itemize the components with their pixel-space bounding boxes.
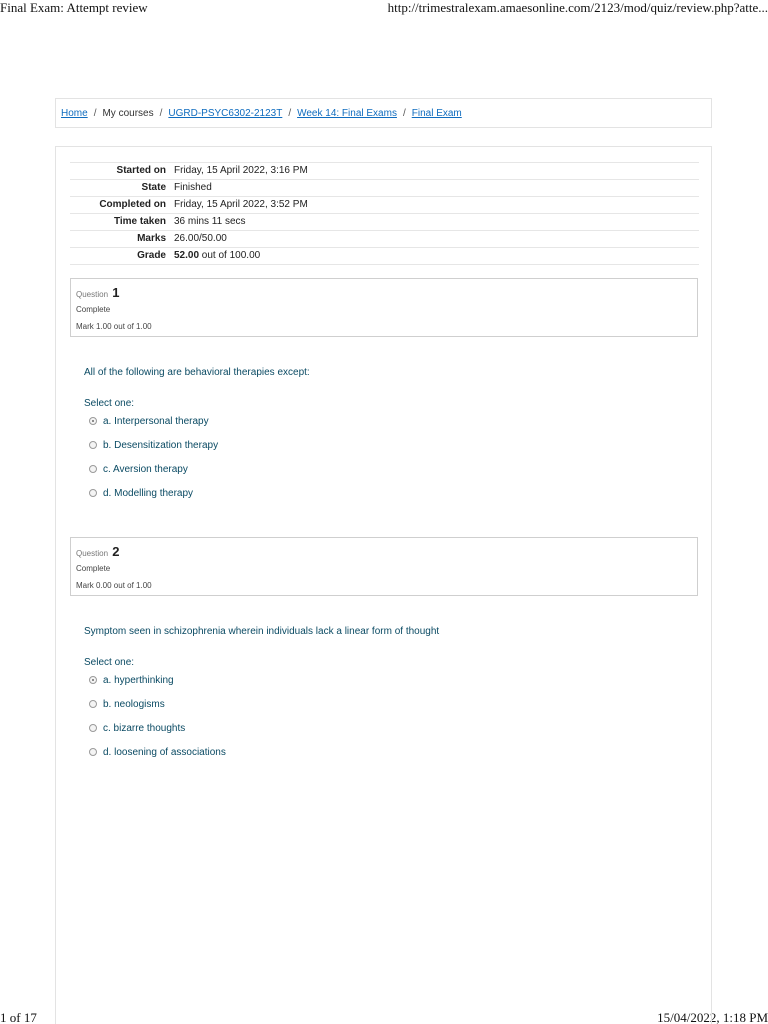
question-1-answer-c[interactable]	[89, 462, 188, 476]
answer-label: b. Desensitization therapy	[103, 439, 219, 451]
summary-value	[174, 248, 699, 265]
breadcrumb-separator: /	[93, 107, 97, 119]
question-2-answer-a[interactable]	[89, 673, 174, 687]
question-1-select-label: Select one:	[84, 398, 135, 409]
summary-row-started	[70, 163, 699, 180]
question-prefix: Question	[76, 290, 109, 299]
radio-icon[interactable]	[89, 724, 97, 732]
question-mark: Mark 1.00 out of 1.00	[76, 322, 152, 331]
answer-label: b. neologisms	[103, 698, 165, 710]
breadcrumb-my-courses: My courses	[102, 107, 154, 119]
summary-value: 36 mins 11 secs	[174, 214, 699, 231]
breadcrumb-separator: /	[402, 107, 406, 119]
radio-icon[interactable]	[89, 748, 97, 756]
question-1-answer-d[interactable]	[89, 486, 193, 500]
breadcrumb-separator: /	[288, 107, 292, 119]
breadcrumb-course[interactable]: UGRD-PSYC6302-2123T	[168, 107, 283, 119]
breadcrumb-week[interactable]: Week 14: Final Exams	[297, 107, 397, 119]
summary-value: Friday, 15 April 2022, 3:52 PM	[174, 197, 699, 214]
question-number: 1	[112, 285, 120, 300]
summary-row-grade	[70, 248, 699, 265]
answer-label: d. Modelling therapy	[103, 487, 194, 499]
summary-value: Friday, 15 April 2022, 3:16 PM	[174, 163, 699, 180]
answer-label: d. loosening of associations	[103, 746, 226, 758]
summary-label: Grade	[70, 248, 174, 265]
summary-row-time-taken	[70, 214, 699, 231]
question-prefix: Question	[76, 549, 109, 558]
summary-value: Finished	[174, 180, 699, 197]
radio-selected-icon[interactable]	[89, 417, 97, 425]
attempt-summary-table	[70, 162, 699, 265]
radio-icon[interactable]	[89, 441, 97, 449]
radio-icon[interactable]	[89, 489, 97, 497]
breadcrumb-separator: /	[159, 107, 163, 119]
radio-icon[interactable]	[89, 700, 97, 708]
question-2-text: Symptom seen in schizophrenia wherein individuals lack a linear form of thought	[84, 626, 440, 637]
print-footer-datetime: 15/04/2022, 1:18 PM	[657, 1010, 768, 1024]
question-number-line	[76, 285, 120, 300]
question-2-answer-d[interactable]	[89, 745, 226, 759]
summary-row-state	[70, 180, 699, 197]
question-2-answer-b[interactable]	[89, 697, 165, 711]
question-1-answer-a[interactable]	[89, 414, 209, 428]
breadcrumb-home[interactable]: Home	[61, 107, 88, 119]
summary-row-completed	[70, 197, 699, 214]
question-state: Complete	[76, 564, 111, 573]
radio-icon[interactable]	[89, 465, 97, 473]
summary-row-marks	[70, 231, 699, 248]
main-content	[55, 146, 712, 1024]
summary-label: State	[70, 180, 174, 197]
summary-value: 26.00/50.00	[174, 231, 699, 248]
question-1-text: All of the following are behavioral therapies except:	[84, 367, 310, 378]
summary-label: Time taken	[70, 214, 174, 231]
question-number: 2	[112, 544, 120, 559]
print-header-title: Final Exam: Attempt review	[0, 0, 148, 15]
answer-label: a. Interpersonal therapy	[103, 415, 209, 427]
summary-label: Marks	[70, 231, 174, 248]
question-2-info	[70, 537, 698, 596]
question-1-info	[70, 278, 698, 337]
question-state: Complete	[76, 305, 111, 314]
summary-label: Started on	[70, 163, 174, 180]
question-mark: Mark 0.00 out of 1.00	[76, 581, 152, 590]
answer-label: a. hyperthinking	[103, 674, 174, 686]
answer-label: c. bizarre thoughts	[103, 722, 186, 734]
radio-selected-icon[interactable]	[89, 676, 97, 684]
breadcrumb	[55, 98, 712, 128]
grade-total: out of 100.00	[199, 250, 261, 261]
breadcrumb-final-exam[interactable]: Final Exam	[411, 107, 462, 119]
print-header-url: http://trimestralexam.amaesonline.com/2123/mod/quiz/review.php?atte...	[387, 0, 768, 15]
question-1-answer-b[interactable]	[89, 438, 218, 452]
answer-label: c. Aversion therapy	[103, 463, 188, 475]
summary-label: Completed on	[70, 197, 174, 214]
question-2-select-label: Select one:	[84, 657, 135, 668]
question-number-line	[76, 544, 120, 559]
print-footer-page: 1 of 17	[0, 1010, 37, 1024]
question-2-answer-c[interactable]	[89, 721, 185, 735]
grade-value: 52.00	[174, 250, 200, 261]
